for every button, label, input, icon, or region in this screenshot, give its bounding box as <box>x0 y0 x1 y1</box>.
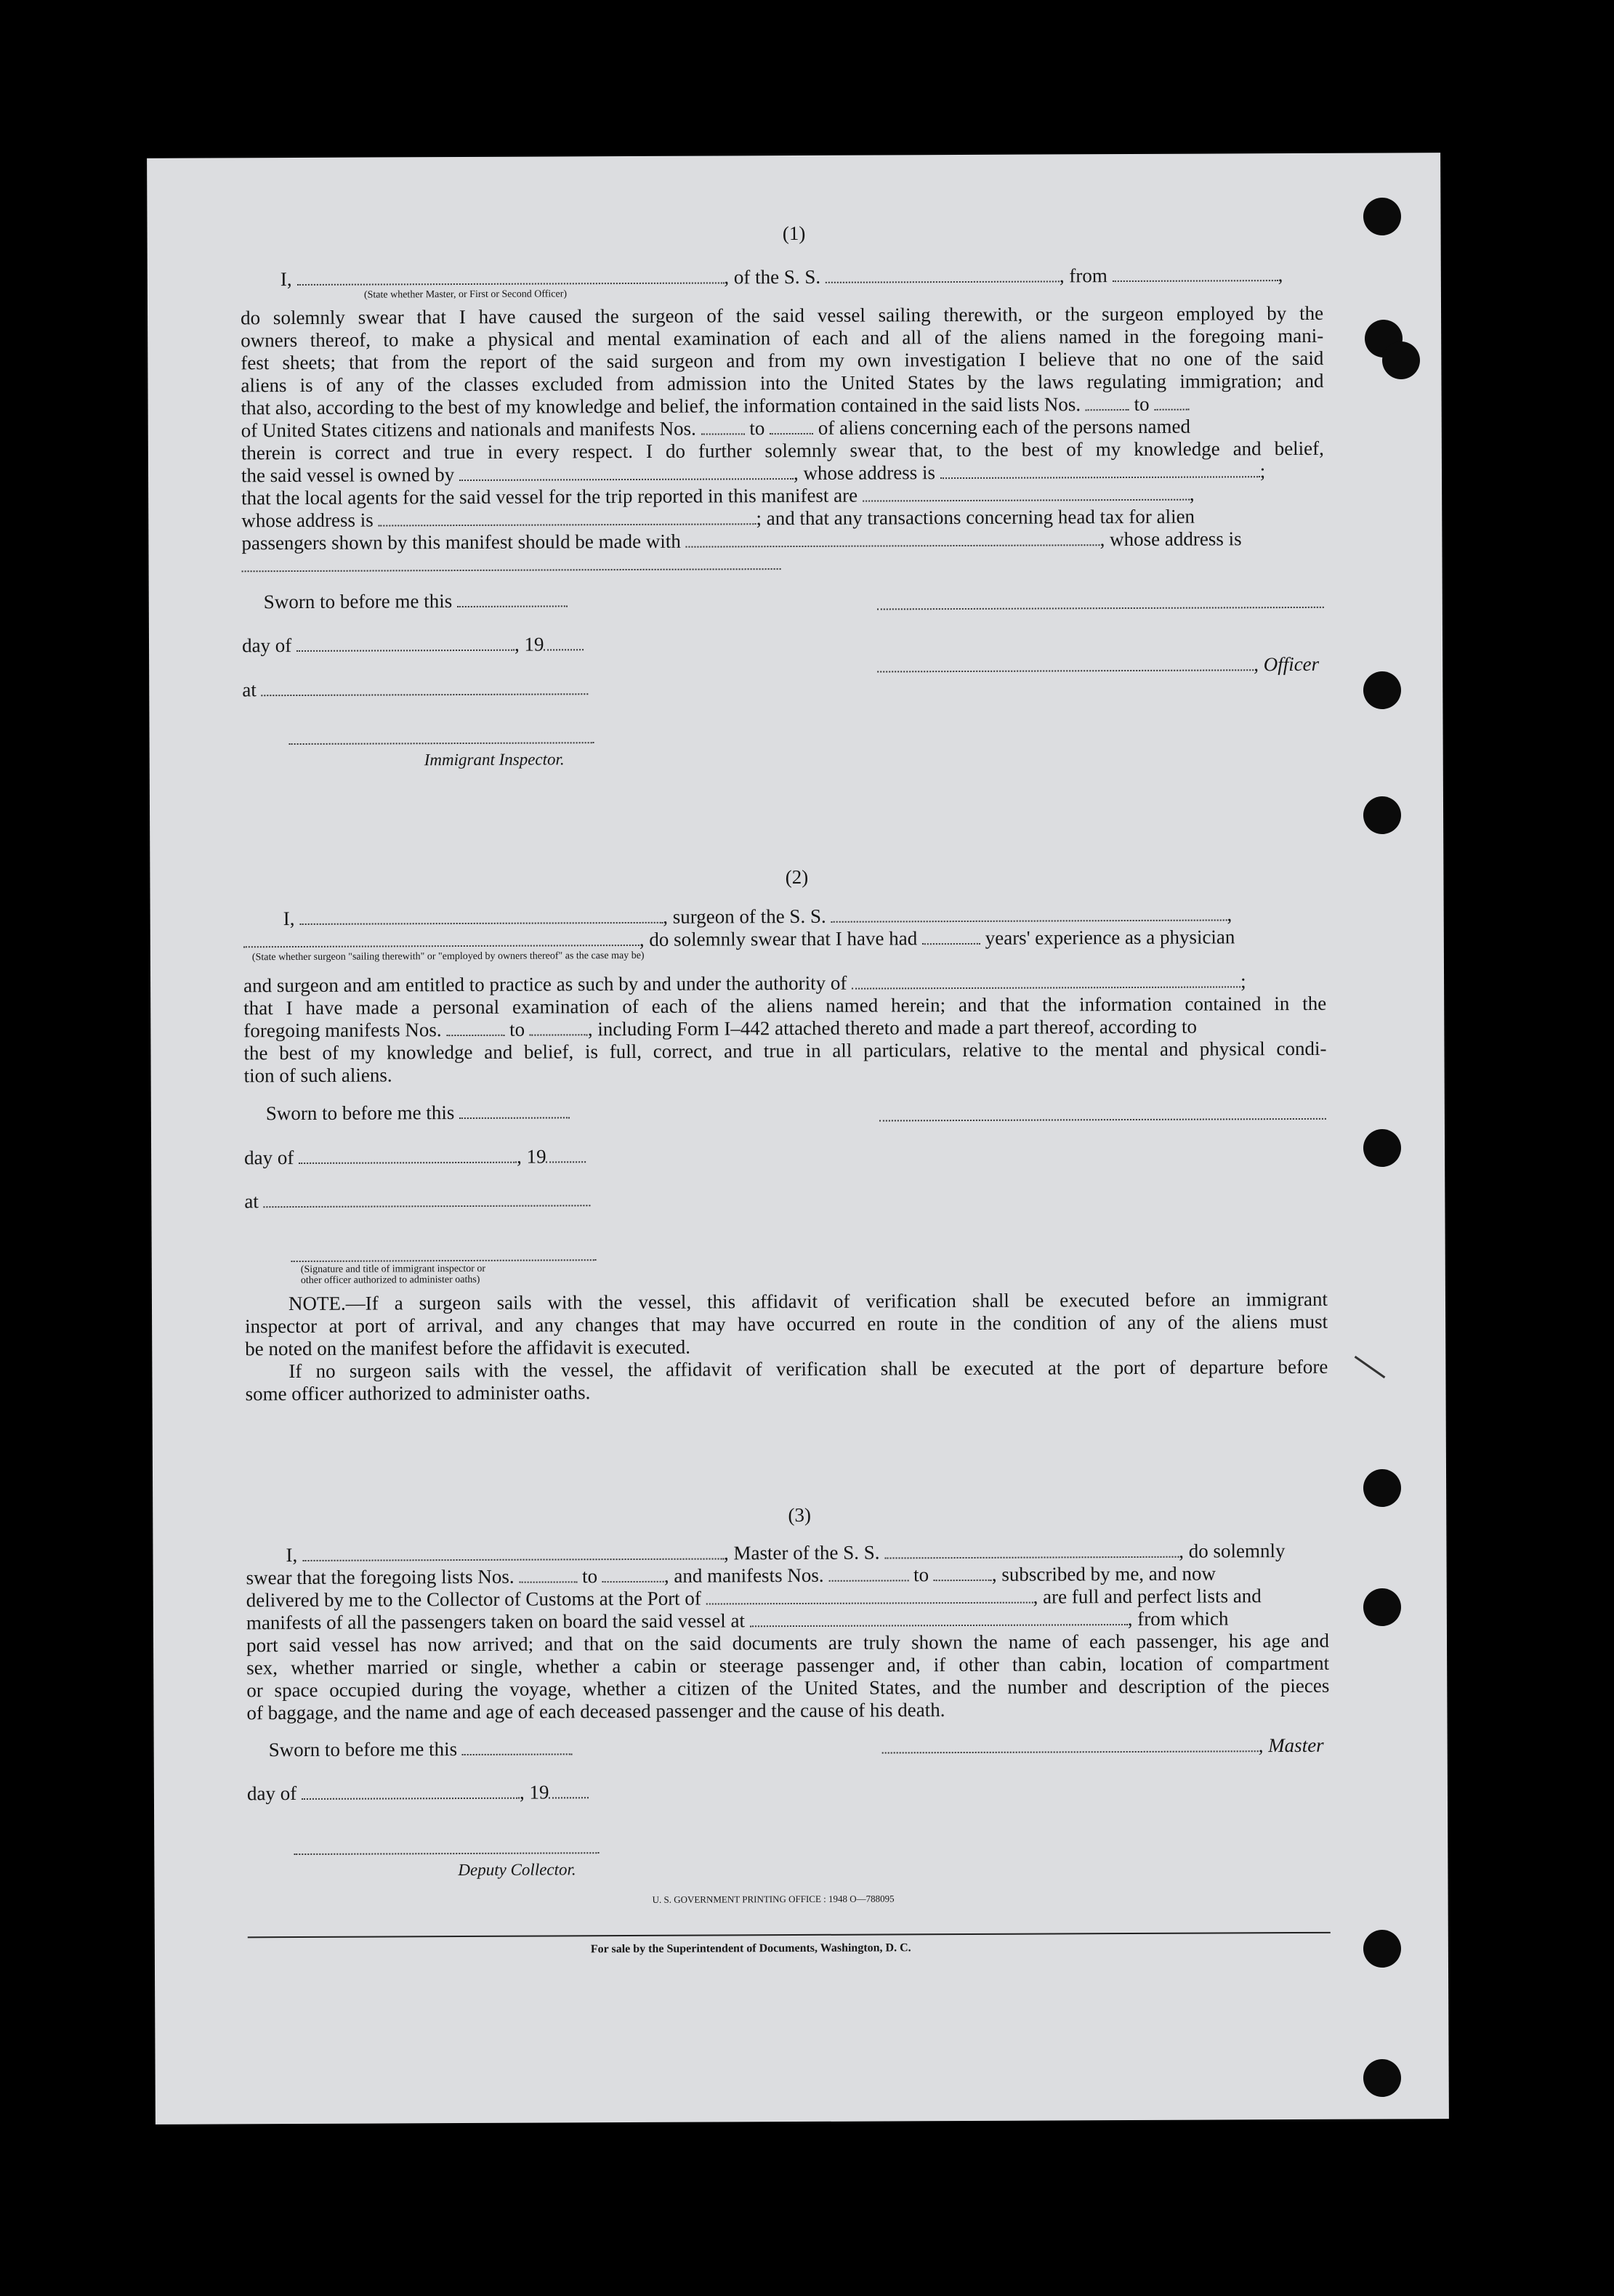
s1-body-1: do solemnly swear that I have caused the surgeon of the said vessel sailing therewith, or the surgeon employed by the <box>240 302 1324 329</box>
form-sheet <box>147 153 1449 2125</box>
s2-note-3: be noted on the manifest before the affidavit is executed. <box>245 1335 691 1360</box>
punch-hole <box>1363 2059 1401 2097</box>
s1-officer: , Officer <box>877 653 1319 678</box>
s1-body-9: that the local agents for the said vessel for the trip reported in this manifest are , <box>241 482 1195 509</box>
s1-sworn: Sworn to before me this <box>264 589 568 613</box>
s1-body-3: fest sheets; that from the report of the said surgeon and from my own investigation I believe that no one of the said <box>241 347 1324 374</box>
s1-body-10: whose address is ; and that any transactions concerning head tax for alien <box>241 505 1195 532</box>
s2-line-i: I, , surgeon of the S. S. , <box>283 903 1232 930</box>
punch-hole <box>1363 1469 1401 1507</box>
s3-body-7: of baggage, and the name and age of each deceased passenger and the cause of his death. <box>246 1699 945 1724</box>
sale-notice: For sale by the Superintendent of Documents, Washington, D. C. <box>590 1941 911 1956</box>
s1-state-note: (State whether Master, or First or Second Officer) <box>363 288 568 301</box>
punch-hole <box>1363 198 1401 235</box>
s2-sig-note-1: (Signature and title of immigrant inspector or <box>300 1263 486 1275</box>
s2-body-1: and surgeon and am entitled to practice as such by and under the authority of ; <box>243 970 1246 997</box>
s1-body-7: therein is correct and true in every respect. I do further solemnly swear that, to the best of my knowledge and belief, <box>241 437 1324 464</box>
s2-body-3: foregoing manifests Nos. to , including Form I–442 attached thereto and made a part thereof, according to <box>243 1015 1198 1042</box>
punch-hole <box>1363 1930 1401 1968</box>
section-3-number: (3) <box>788 1503 812 1527</box>
s2-note-1: NOTE.—If a surgeon sails with the vessel, this affidavit of verification shall be executed before an immigrant <box>288 1288 1328 1315</box>
s3-body-6: or space occupied during the voyage, whether a citizen of the United States, and the number and description of the pieces <box>246 1674 1330 1702</box>
s2-sig-note-2: other officer authorized to administer oaths) <box>300 1274 480 1286</box>
s2-note-2: inspector at port of arrival, and any changes that may have occurred en route in the condition of any of the aliens must <box>245 1310 1328 1338</box>
s1-body-2: owners thereof, to make a physical and mental examination of each and all of the aliens named in the foregoing mani- <box>241 324 1324 352</box>
s1-body-4: aliens is of any of the classes excluded from admission into the United States by the laws regulating immigration; and <box>241 369 1324 397</box>
s1-inspector-title: Immigrant Inspector. <box>424 750 565 769</box>
s3-body-1: swear that the foregoing lists Nos. to , and manifests Nos. to , subscribed by me, and now <box>246 1562 1216 1589</box>
s1-body-8: the said vessel is owned by , whose address is ; <box>241 460 1266 487</box>
punch-hole <box>1382 341 1420 379</box>
punch-hole <box>1363 1129 1401 1167</box>
s3-collector-title: Deputy Collector. <box>458 1860 576 1880</box>
s2-body-5: tion of such aliens. <box>243 1064 392 1087</box>
s1-at: at <box>242 677 588 702</box>
punch-hole <box>1363 796 1401 834</box>
punch-hole <box>1363 1588 1401 1626</box>
punch-hole <box>1363 671 1401 709</box>
s3-sworn: Sworn to before me this <box>269 1737 573 1761</box>
gpo-imprint: U. S. GOVERNMENT PRINTING OFFICE : 1948 O—788095 <box>652 1893 895 1905</box>
s2-body-4: the best of my knowledge and belief, is full, correct, and true in all particulars, relative to the mental and physical condi- <box>243 1037 1327 1064</box>
section-2-number: (2) <box>785 865 809 889</box>
s1-day-of: day of , 19 <box>242 633 584 658</box>
s2-line-2: , do solemnly swear that I have had years' experience as a physician <box>243 926 1235 953</box>
s2-sworn: Sworn to before me this <box>266 1101 570 1125</box>
s3-body-2: delivered by me to the Collector of Customs at the Port of , are full and perfect lists and <box>246 1585 1262 1612</box>
section-1-number: (1) <box>782 222 806 245</box>
s3-day-of: day of , 19 <box>247 1781 589 1806</box>
s1-body-6: of United States citizens and nationals and manifests Nos. to of aliens concerning each of the persons named <box>241 415 1190 442</box>
s3-body-4: port said vessel has now arrived; and that on the said documents are truly shown the name of each passenger, his age and <box>246 1629 1330 1657</box>
s3-body-3: manifests of all the passengers taken on board the said vessel at , from which <box>246 1607 1229 1634</box>
s3-master: , Master <box>882 1734 1324 1759</box>
s2-body-2: that I have made a personal examination of each of the aliens named herein; and that the information contained in the <box>243 992 1327 1019</box>
s2-day-of: day of , 19 <box>244 1145 586 1170</box>
s1-body-11: passengers shown by this manifest should be made with , whose address is <box>241 527 1242 554</box>
s3-body-5: sex, whether married or single, whether a cabin or steerage passenger and, if other than cabin, location of compartment <box>246 1652 1330 1679</box>
s1-line-i: I, , of the S. S. , from , <box>280 264 1283 291</box>
s1-body-5: that also, according to the best of my knowledge and belief, the information contained in the said lists Nos. to <box>241 393 1190 420</box>
s3-line-i: I, , Master of the S. S. , do solemnly <box>286 1540 1286 1567</box>
s2-state-note: (State whether surgeon "sailing therewith" or "employed by owners thereof" as the case may be) <box>251 950 645 963</box>
s2-note-4: If no surgeon sails with the vessel, the affidavit of verification shall be executed at the port of departure before <box>288 1355 1328 1383</box>
s2-at: at <box>244 1189 590 1213</box>
s2-note-5: some officer authorized to administer oaths. <box>245 1381 591 1405</box>
